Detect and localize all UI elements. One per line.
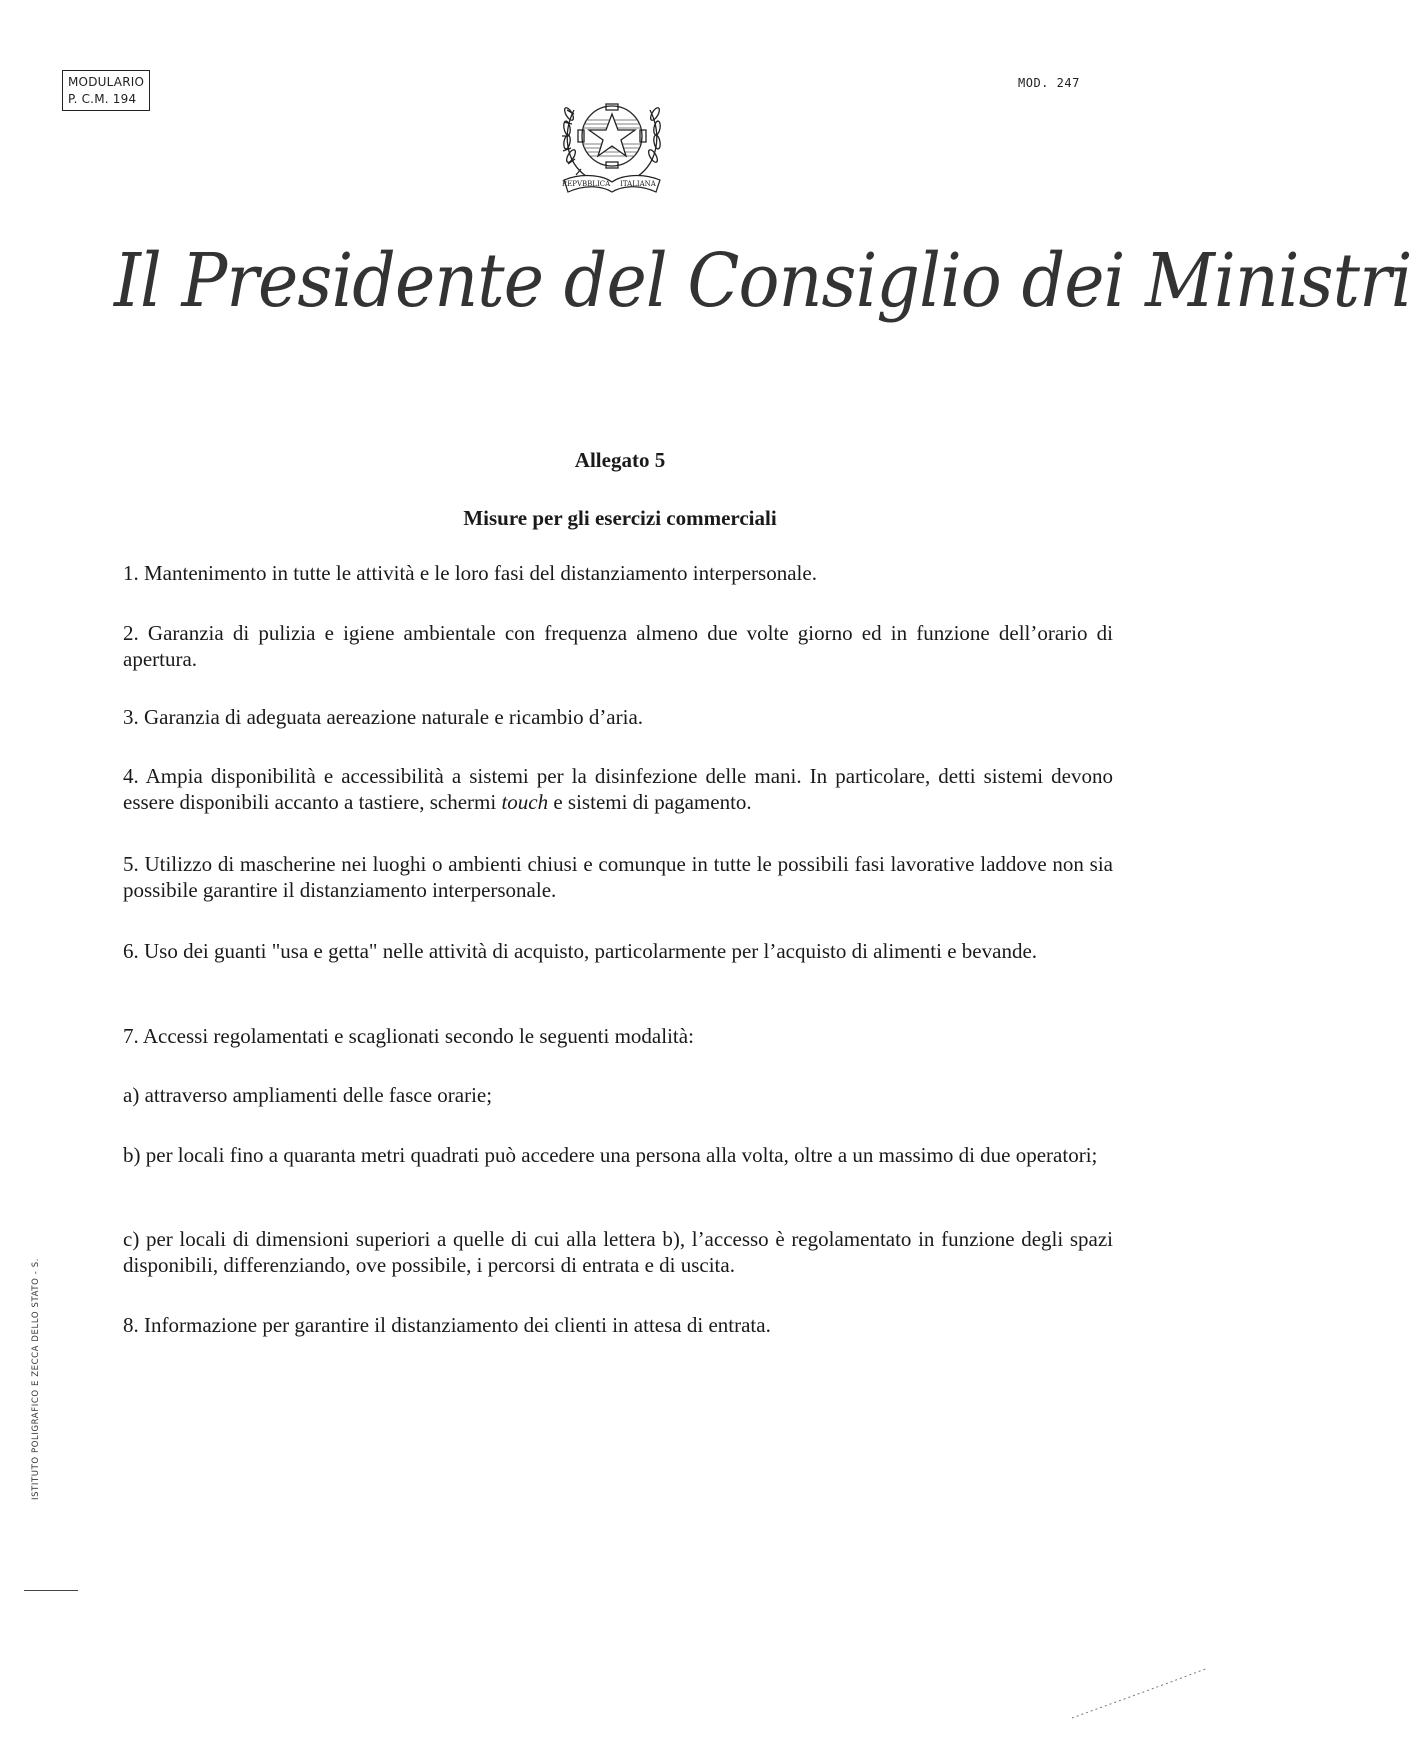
document-subtitle: Misure per gli esercizi commerciali [463, 506, 777, 530]
list-subitem-c: c) per locali di dimensioni superiori a quelle di cui alla lettera b), l’accesso è regolamentato in funzione degli spazi disponibili, differenziando, ove possibile, i percorsi di entrata e di uscita. [123, 1227, 1113, 1277]
list-item-4-italic-word: touch [501, 790, 549, 814]
list-item-4-text-before: 4. Ampia disponibilità e accessibilità a sistemi per la disinfezione delle mani. In particolare, detti sistemi devono essere disponibili accanto a tastiere, schermi [123, 764, 1113, 814]
italian-republic-emblem-icon [556, 84, 668, 202]
form-code-line-2: P. C.M. 194 [68, 92, 137, 106]
list-item-4 [123, 763, 1113, 815]
letterhead-masthead [70, 200, 1412, 360]
emblem-ribbon-right-text: ITALIANA [620, 180, 656, 188]
emblem-ribbon-left-text: REPVBBLICA [561, 180, 611, 188]
model-number: MOD. 247 [1018, 76, 1080, 90]
list-item-4-text-after: e sistemi di pagamento. [548, 790, 752, 814]
form-code-box [62, 70, 150, 111]
list-subitem-b: b) per locali fino a quaranta metri quadrati può accedere una persona alla volta, oltre a un massimo di due operatori; [123, 1143, 1098, 1167]
list-item-6: 6. Uso dei guanti "usa e getta" nelle attività di acquisto, particolarmente per l’acquisto di alimenti e bevande. [123, 939, 1038, 963]
printer-side-imprint: ISTITUTO POLIGRAFICO E ZECCA DELLO STATO - S. [31, 1257, 41, 1500]
pencil-mark [1070, 1660, 1210, 1720]
list-item-1: 1. Mantenimento in tutte le attività e le loro fasi del distanziamento interpersonale. [123, 561, 817, 585]
list-item-2: 2. Garanzia di pulizia e igiene ambientale con frequenza almeno due volte giorno ed in funzione dell’orario di apertura. [123, 621, 1113, 671]
list-item-8: 8. Informazione per garantire il distanziamento dei clienti in attesa di entrata. [123, 1313, 771, 1337]
list-item-5: 5. Utilizzo di mascherine nei luoghi o ambienti chiusi e comunque in tutte le possibili fasi lavorative laddove non sia possibile garantire il distanziamento interpersonale. [123, 852, 1113, 902]
list-item-7: 7. Accessi regolamentati e scaglionati secondo le seguenti modalità: [123, 1024, 694, 1048]
margin-rule [24, 1590, 78, 1591]
list-subitem-a: a) attraverso ampliamenti delle fasce orarie; [123, 1083, 493, 1107]
form-code-line-1: MODULARIO [68, 75, 145, 89]
list-item-3: 3. Garanzia di adeguata aereazione naturale e ricambio d’aria. [123, 705, 644, 729]
annex-title: Allegato 5 [574, 448, 666, 472]
masthead-script-title: Il Presidente del Consiglio dei Ministri [114, 238, 1412, 324]
